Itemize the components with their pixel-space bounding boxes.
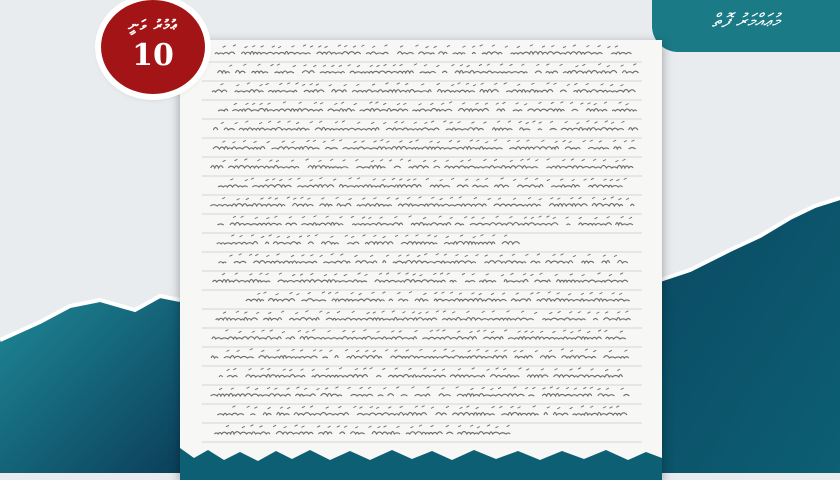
handwriting-line xyxy=(211,166,633,169)
handwriting-line xyxy=(217,242,520,245)
handwriting-line xyxy=(215,52,632,54)
handwriting-line xyxy=(217,413,627,416)
handwriting-line xyxy=(213,128,638,131)
handwriting-marks xyxy=(230,254,617,257)
handwriting-marks xyxy=(220,83,623,86)
handwriting-line xyxy=(212,90,635,93)
handwriting-line xyxy=(213,280,628,282)
handwriting-marks xyxy=(234,102,629,105)
handwriting-marks xyxy=(227,368,620,371)
title-ribbon-text: މުޢައްމަރު ފޮތް xyxy=(711,10,781,32)
age-badge-number: 10 xyxy=(132,38,174,73)
handwriting-line xyxy=(212,337,626,340)
handwriting-marks xyxy=(226,425,510,428)
handwriting-line xyxy=(218,185,630,187)
handwriting-line xyxy=(210,204,634,207)
handwriting-marks xyxy=(219,387,624,390)
handwriting-line xyxy=(218,223,633,226)
handwriting-marks xyxy=(226,349,627,352)
handwriting-marks xyxy=(225,330,623,334)
handwriting-line xyxy=(218,109,637,112)
handwriting-line xyxy=(246,299,630,301)
handwriting-marks xyxy=(221,121,625,125)
handwriting-line xyxy=(219,375,629,377)
age-badge xyxy=(101,0,205,94)
handwriting-line xyxy=(211,394,630,397)
handwriting-line xyxy=(218,71,639,73)
title-ribbon xyxy=(652,0,840,52)
handwriting-marks xyxy=(229,64,636,68)
handwriting-marks xyxy=(232,406,619,409)
handwriting-marks xyxy=(222,197,629,200)
handwriting-marks xyxy=(222,273,623,276)
age-badge-label: ޢުމުރު ވަނީ xyxy=(128,16,178,34)
handwriting-line xyxy=(213,147,636,150)
handwriting-line xyxy=(218,261,635,264)
handwriting-marks xyxy=(230,178,626,182)
letter-paper xyxy=(180,40,662,480)
handwriting-marks xyxy=(223,159,626,162)
handwriting-marks xyxy=(231,235,507,238)
handwriting-marks xyxy=(223,45,618,48)
handwriting-marks xyxy=(223,311,628,314)
handwriting-line xyxy=(216,318,635,320)
handwritten-letter xyxy=(180,40,662,480)
handwriting-marks xyxy=(257,292,622,296)
handwriting-line xyxy=(214,432,510,434)
handwriting-line xyxy=(211,356,629,359)
handwriting-marks xyxy=(222,140,634,144)
handwriting-marks xyxy=(233,216,632,219)
